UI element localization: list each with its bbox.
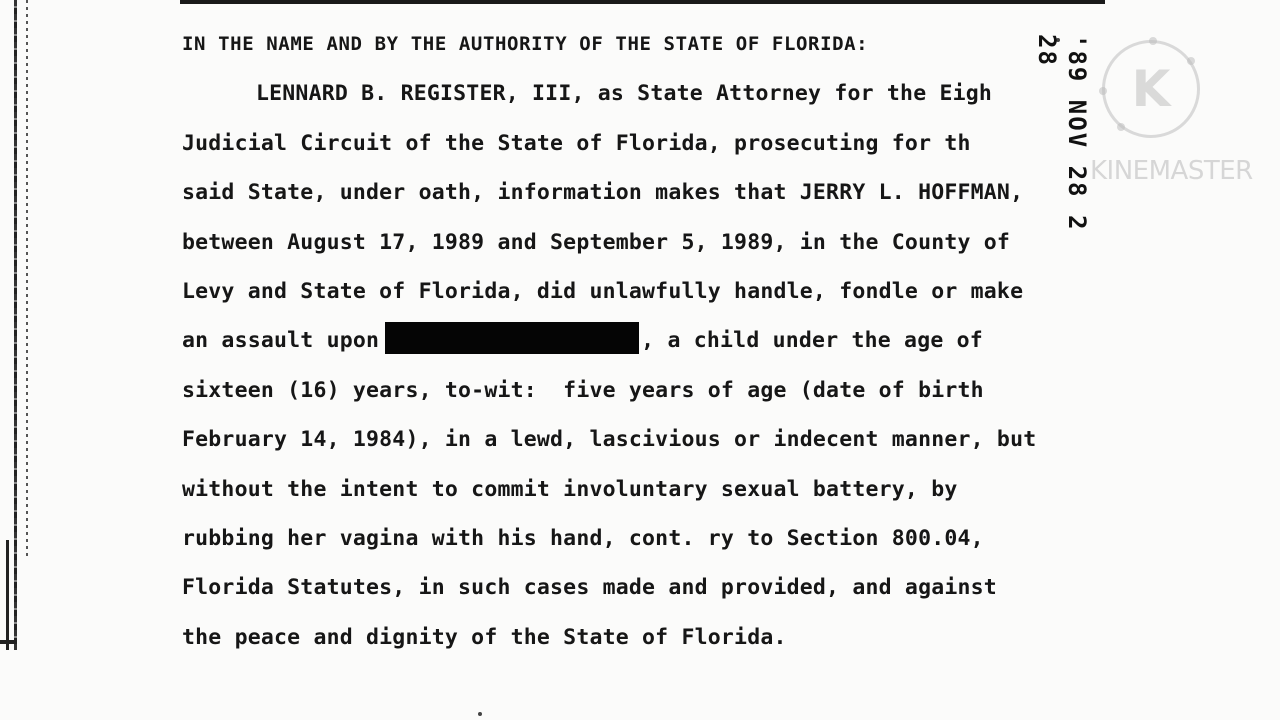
redaction-line-after: , a child under the age of xyxy=(641,328,983,354)
document-line-with-redaction xyxy=(182,316,1162,365)
scan-speck xyxy=(478,712,482,716)
document-heading: IN THE NAME AND BY THE AUTHORITY OF THE STATE OF FLORIDA: xyxy=(182,33,869,55)
document-line: Levy and State of Florida, did unlawfully handle, fondle or make xyxy=(182,278,1024,304)
redaction-bar xyxy=(385,322,639,354)
top-rule-line xyxy=(180,0,1105,4)
margin-tick-mark xyxy=(0,640,14,644)
watermark-letter: K xyxy=(1131,60,1171,118)
left-margin-binding-line-2 xyxy=(26,0,28,560)
document-line: Judicial Circuit of the State of Florida, prosecuting for th xyxy=(182,130,971,156)
redaction-line-before: an assault upon xyxy=(182,328,380,354)
watermark-text: KINEMASTER xyxy=(1090,156,1253,186)
filing-date-stamp: '89 NOV 28 2 28 xyxy=(1033,34,1091,232)
document-body xyxy=(182,20,1162,662)
document-line: said State, under oath, information makes that JERRY L. HOFFMAN, xyxy=(182,180,1024,206)
document-line: without the intent to commit involuntary sexual battery, by xyxy=(182,476,958,502)
document-line: the peace and dignity of the State of Florida. xyxy=(182,624,787,650)
document-line: February 14, 1984), in a lewd, lascivious or indecent manner, but xyxy=(182,427,1037,453)
document-line: Florida Statutes, in such cases made and provided, and against xyxy=(182,575,997,601)
document-line: sixteen (16) years, to-wit: five years of age (date of birth xyxy=(182,377,984,403)
document-line: between August 17, 1989 and September 5, 1989, in the County of xyxy=(182,229,1011,255)
margin-handwritten-mark xyxy=(6,540,33,650)
document-line: LENNARD B. REGISTER, III, as State Attorney for the Eigh xyxy=(256,81,993,107)
document-line: rubbing her vagina with his hand, cont. ry to Section 800.04, xyxy=(182,525,984,551)
kinemaster-logo-icon xyxy=(1102,40,1200,138)
